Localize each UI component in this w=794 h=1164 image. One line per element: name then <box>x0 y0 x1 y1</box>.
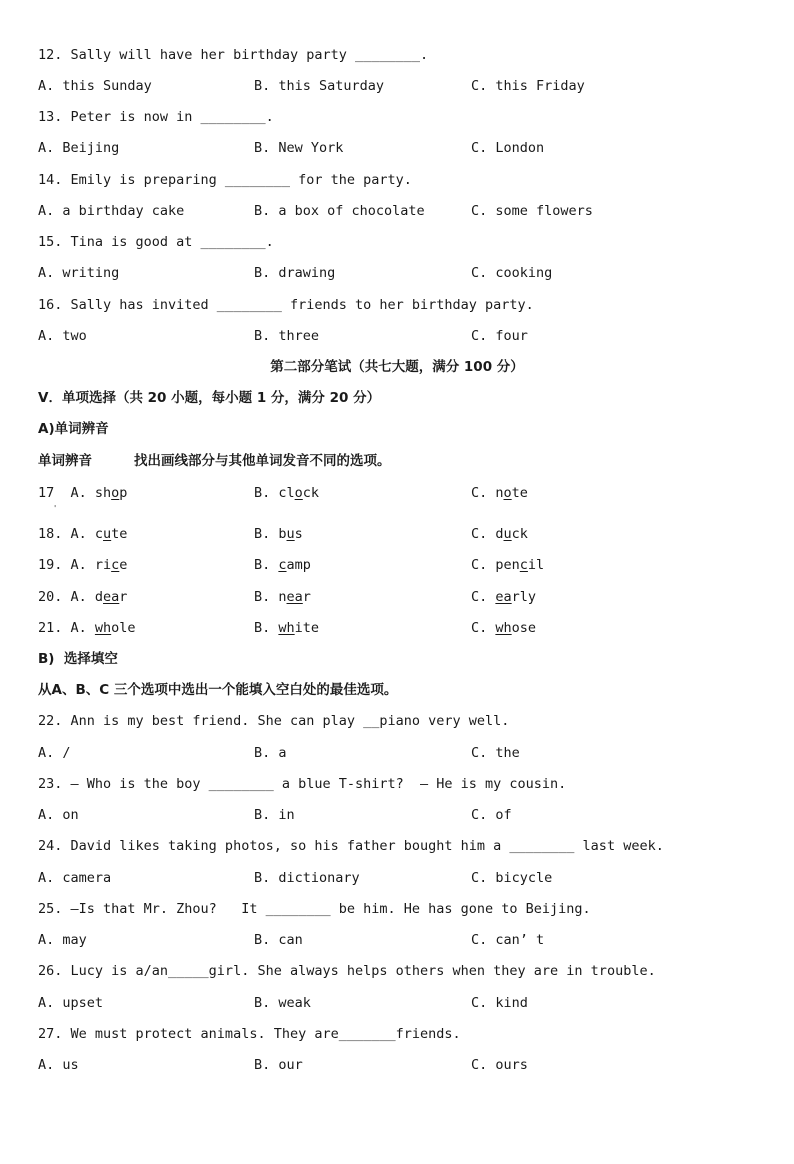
option-a: A. camera <box>38 870 112 886</box>
section-b-title: B) 选择填空 <box>38 651 118 667</box>
option-a: A. upset <box>38 995 104 1011</box>
option-b: B. drawing <box>254 265 336 281</box>
instruction-label: 单词辨音 <box>38 453 92 469</box>
question-16-stem: 16. Sally has invited ________ friends to her birthday party. <box>38 297 534 313</box>
section-a-title: A)单词辨音 <box>38 421 109 437</box>
option-b: B. weak <box>254 995 311 1011</box>
option-b: B. camp <box>254 557 311 573</box>
question-27-options <box>38 1054 778 1076</box>
option-a: 20. A. dear <box>38 589 128 605</box>
question-15-options <box>38 262 778 284</box>
option-b: B. clock <box>254 485 320 501</box>
option-a: 19. A. rice <box>38 557 128 573</box>
option-c: C. of <box>471 807 512 823</box>
option-c: C. duck <box>471 526 528 542</box>
question-14-options <box>38 200 778 222</box>
question-20-options <box>38 586 778 608</box>
option-b: B. a <box>254 745 287 761</box>
question-21-options <box>38 617 778 639</box>
option-c: C. London <box>471 140 545 156</box>
option-a: A. a birthday cake <box>38 203 185 219</box>
option-a: A. on <box>38 807 79 823</box>
option-a: 18. A. cute <box>38 526 128 542</box>
option-a: A. us <box>38 1057 79 1073</box>
question-22-options <box>38 742 778 764</box>
option-b: B. can <box>254 932 303 948</box>
option-a: A. two <box>38 328 87 344</box>
question-24-stem: 24. David likes taking photos, so his father bought him a ________ last week. <box>38 838 664 854</box>
option-b: B. New York <box>254 140 344 156</box>
section-five-heading: V．单项选择（共 20 小题，每小题 1 分，满分 20 分） <box>38 390 381 406</box>
option-a: A. writing <box>38 265 120 281</box>
option-b: B. a box of chocolate <box>254 203 425 219</box>
option-c: C. the <box>471 745 520 761</box>
question-25-options <box>38 929 778 951</box>
option-c: C. some flowers <box>471 203 593 219</box>
question-14-stem: 14. Emily is preparing ________ for the party. <box>38 172 412 188</box>
option-b: B. bus <box>254 526 303 542</box>
section-a-instruction <box>38 450 778 472</box>
option-b: B. three <box>254 328 320 344</box>
question-25-stem: 25. —Is that Mr. Zhou? It ________ be him. He has gone to Beijing. <box>38 901 591 917</box>
option-b: B. our <box>254 1057 303 1073</box>
option-c: C. pencil <box>471 557 545 573</box>
part-two-heading: 第二部分笔试（共七大题，满分 100 分） <box>270 359 524 375</box>
question-23-options <box>38 804 778 826</box>
question-17-options <box>38 482 778 504</box>
question-18-options <box>38 523 778 545</box>
option-c: C. can’ t <box>471 932 545 948</box>
question-15-stem: 15. Tina is good at ________. <box>38 234 274 250</box>
instruction-text: 找出画线部分与其他单词发音不同的选项。 <box>134 453 391 469</box>
option-b: B. this Saturday <box>254 78 385 94</box>
option-b: B. near <box>254 589 311 605</box>
question-22-stem: 22. Ann is my best friend. She can play __piano very well. <box>38 713 510 729</box>
option-a: A. may <box>38 932 87 948</box>
question-13-stem: 13. Peter is now in ________. <box>38 109 274 125</box>
option-b: B. white <box>254 620 320 636</box>
option-c: C. four <box>471 328 528 344</box>
question-23-stem: 23. — Who is the boy ________ a blue T-shirt? — He is my cousin. <box>38 776 567 792</box>
stray-mark: ' <box>54 504 57 513</box>
option-c: C. note <box>471 485 528 501</box>
option-b: B. dictionary <box>254 870 360 886</box>
section-b-instruction: 从A、B、C 三个选项中选出一个能填入空白处的最佳选项。 <box>38 682 398 698</box>
option-c: C. ours <box>471 1057 528 1073</box>
question-27-stem: 27. We must protect animals. They are_______friends. <box>38 1026 461 1042</box>
option-c: C. kind <box>471 995 528 1011</box>
option-b: B. in <box>254 807 295 823</box>
option-c: C. bicycle <box>471 870 553 886</box>
question-16-options <box>38 325 778 347</box>
option-a: A. Beijing <box>38 140 120 156</box>
question-26-stem: 26. Lucy is a/an_____girl. She always helps others when they are in trouble. <box>38 963 656 979</box>
option-a: 17 A. shop <box>38 485 128 501</box>
option-c: C. early <box>471 589 537 605</box>
question-24-options <box>38 867 778 889</box>
option-c: C. cooking <box>471 265 553 281</box>
question-12-stem: 12. Sally will have her birthday party ________. <box>38 47 429 63</box>
question-12-options <box>38 75 778 97</box>
option-c: C. whose <box>471 620 537 636</box>
question-19-options <box>38 554 778 576</box>
option-a: 21. A. whole <box>38 620 136 636</box>
question-13-options <box>38 137 778 159</box>
option-a: A. this Sunday <box>38 78 152 94</box>
option-a: A. / <box>38 745 71 761</box>
question-26-options <box>38 992 778 1014</box>
option-c: C. this Friday <box>471 78 585 94</box>
